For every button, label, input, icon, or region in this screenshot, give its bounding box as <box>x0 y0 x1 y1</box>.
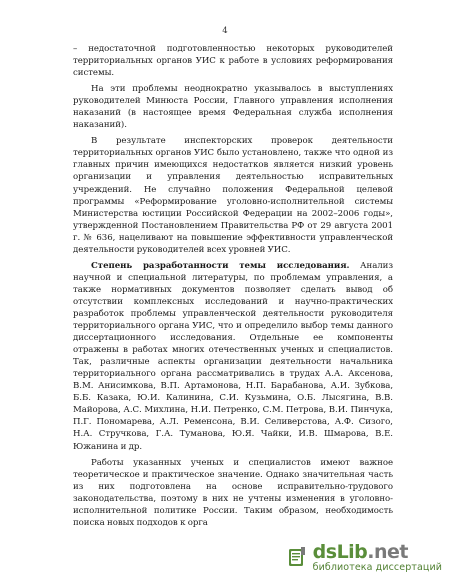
book-icon <box>287 546 307 568</box>
paragraph-5: Работы указанных ученых и специалистов имеют важное теоретическое и практическое значение. Однако значительная часть из них подготовлена на основе исправительно-трудового законодательства, поэтому в них не учтены изменения в уголовно-исполнительной политике России. Таким образом, необходимость поиска новых подходов к орга <box>73 457 393 528</box>
page-number: 4 <box>222 26 228 36</box>
dslib-logo-tld: .net <box>367 540 409 563</box>
dslib-logo-main: dsLib <box>312 540 368 563</box>
paragraph-2: На эти проблемы неоднократно указывалось в выступлениях руководителей Минюста России, Главного управления исполнения наказаний (в настоящее время Федеральная служба исполнения наказаний). <box>73 84 393 131</box>
paragraph-3: В результате инспекторских проверок деятельности территориальных органов УИС было установлено, также что одной из главных причин имеющихся недостатков является низкий уровень организации и управления деятельностью исправительных учреждений. Не случайно положения Федеральной целевой программы «Реформирование уголовно-исполнительной системы Министерства юстиции Российской Федерации на 2002–2006 годы», утвержденной Постановлением Правительства РФ от 29 августа 2001 г. № 636, нацеливают на повышение эффективности управленческой деятельности руководителей всех уровней УИС. <box>73 136 393 255</box>
paragraph-4 <box>73 260 393 453</box>
document-body <box>73 43 393 533</box>
dslib-watermark <box>287 540 442 573</box>
paragraph-1: – недостаточной подготовленностью некоторых руководителей территориальных органов УИС к работе в условиях реформирования системы. <box>73 44 393 79</box>
section-lead-heading: Степень разработанности темы исследования. <box>91 260 350 271</box>
dslib-logo <box>312 540 442 563</box>
paragraph-4-text: Анализ научной и специальной литературы, по проблемам управления, а также нормативных документов позволяет сделать вывод об отсутствии комплексных исследований и научно-практических разработок проблемы управленческой деятельности руководителя территориального органа УИС, что и определило выбор темы данного диссертационного исследования. Отдельные ее компоненты отражены в работах многих отечественных ученых и специалистов. Так, различные аспекты организации деятельности начальника территориального органа рассматривались в трудах А.А. Аксенова, В.М. Анисимкова, В.П. Артамонова, Н.П. Барабанова, А.И. Зубкова, Б.Б. Казака, Ю.И. Калинина, С.И. Кузьмина, О.Б. Лысягина, В.В. Майорова, А.С. Михлина, Н.И. Петренко, С.М. Петрова, В.И. Пинчука, П.Г. Пономарева, А.Л. Ременсона, В.И. Селиверстова, А.Ф. Сизого, Н.А. Стручкова, Г.А. Туманова, Ю.Я. Чайки, И.В. Шмарова, В.Е. Южанина и др. <box>73 260 393 452</box>
dslib-subtitle: библиотека диссертаций <box>312 561 442 573</box>
